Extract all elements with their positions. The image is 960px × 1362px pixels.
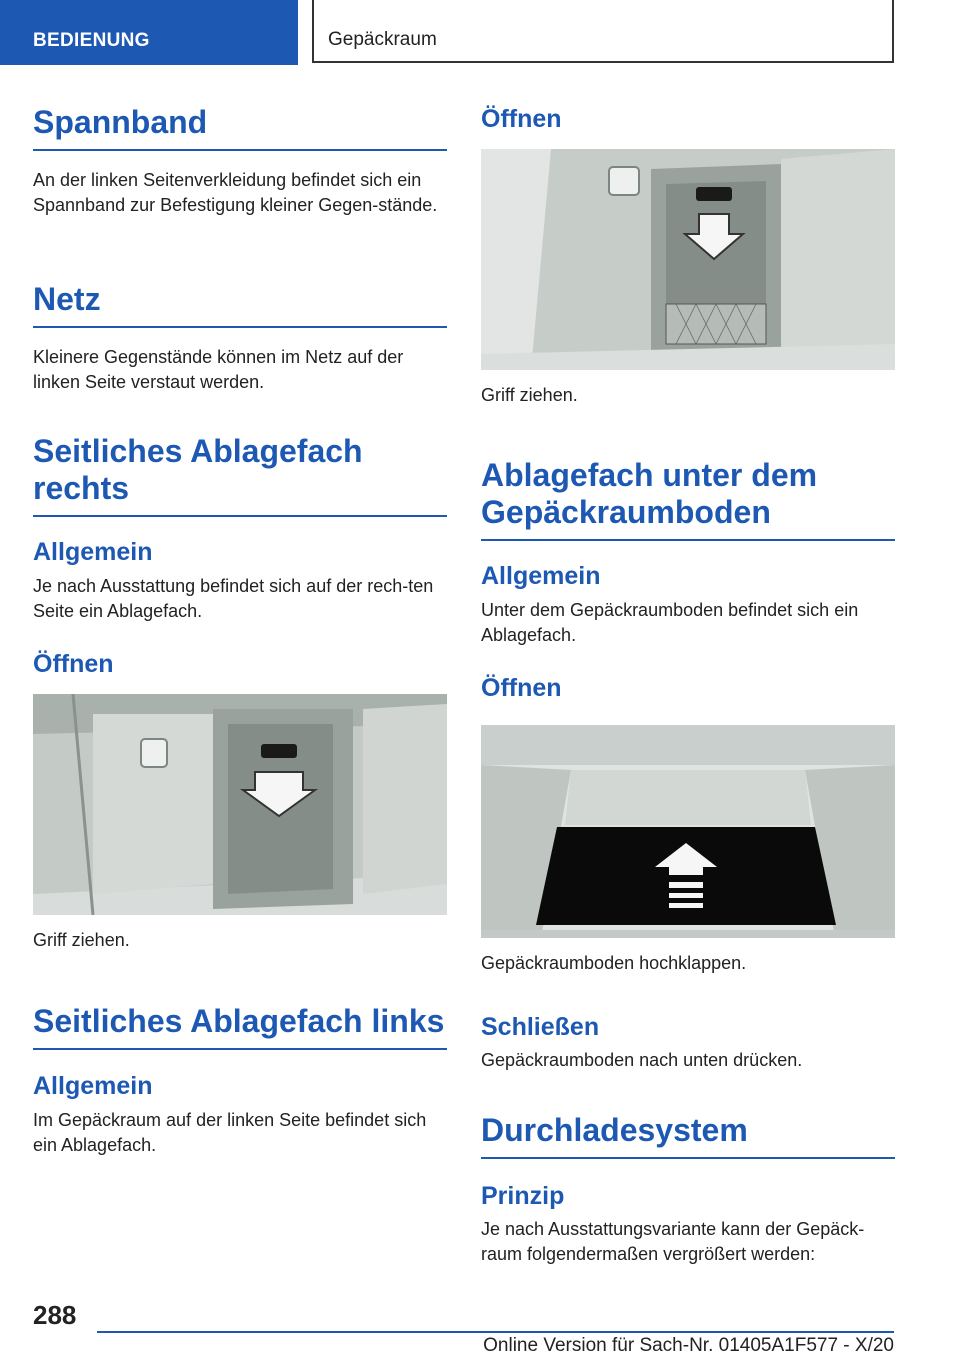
ablagefach-rechts-heading-line2: rechts — [33, 470, 130, 506]
page-number: 288 — [33, 1300, 77, 1330]
links-caption: Griff ziehen. — [481, 385, 578, 405]
trunk-right-compartment-image — [33, 694, 447, 915]
schliessen-text: Gepäckraumboden nach unten drücken. — [481, 1050, 803, 1070]
chapter-title: Gepäckraum — [328, 29, 437, 50]
boden-caption: Gepäckraumboden hochklappen. — [481, 953, 747, 973]
netz-heading: Netz — [33, 281, 447, 328]
ablagefach-boden-heading-line1: Ablagefach unter dem — [481, 457, 818, 493]
boden-allgemein-heading: Allgemein — [481, 562, 601, 590]
schliessen-heading: Schließen — [481, 1013, 600, 1041]
prinzip-heading: Prinzip — [481, 1182, 565, 1210]
chapter-header — [312, 0, 894, 63]
durchladesystem-heading: Durchladesystem — [481, 1112, 895, 1159]
ablagefach-links-heading: Seitliches Ablagefach links — [33, 1003, 447, 1050]
section-label: BEDIENUNG — [33, 30, 150, 51]
spannband-text: An der linken Seitenverkleidung befindet sich ein Spannband zur Befestigung kleiner Gegen-stände. — [33, 170, 438, 215]
ablagefach-boden-heading-line2: Gepäckraumboden — [481, 494, 771, 530]
netz-text: Kleinere Gegenstände können im Netz auf der linken Seite verstaut werden. — [33, 347, 404, 392]
spannband-heading: Spannband — [33, 104, 447, 151]
rechts-caption: Griff ziehen. — [33, 930, 130, 950]
links-oeffnen-heading: Öffnen — [481, 105, 562, 133]
section-tab — [0, 0, 298, 65]
boden-allgemein-text: Unter dem Gepäckraumboden befindet sich ein Ablagefach. — [481, 600, 859, 645]
ablagefach-rechts-heading-line1: Seitliches Ablagefach — [33, 433, 363, 469]
trunk-floor-image — [481, 725, 895, 938]
footer-divider — [97, 1331, 894, 1333]
rechts-oeffnen-heading: Öffnen — [33, 650, 114, 678]
rechts-allgemein-heading: Allgemein — [33, 538, 153, 566]
trunk-left-compartment-image — [481, 149, 895, 370]
ablagefach-rechts-heading — [33, 433, 447, 517]
rechts-allgemein-text: Je nach Ausstattung befindet sich auf der rech-ten Seite ein Ablagefach. — [33, 576, 434, 621]
boden-oeffnen-heading: Öffnen — [481, 674, 562, 702]
prinzip-text: Je nach Ausstattungsvariante kann der Gepäck-raum folgendermaßen vergrößert werden: — [481, 1219, 865, 1264]
links-allgemein-heading: Allgemein — [33, 1072, 153, 1100]
ablagefach-boden-heading — [481, 457, 895, 541]
links-allgemein-text: Im Gepäckraum auf der linken Seite befindet sich ein Ablagefach. — [33, 1110, 427, 1155]
footer-online-version: Online Version für Sach-Nr. 01405A1F577 - X/20 — [483, 1335, 894, 1356]
